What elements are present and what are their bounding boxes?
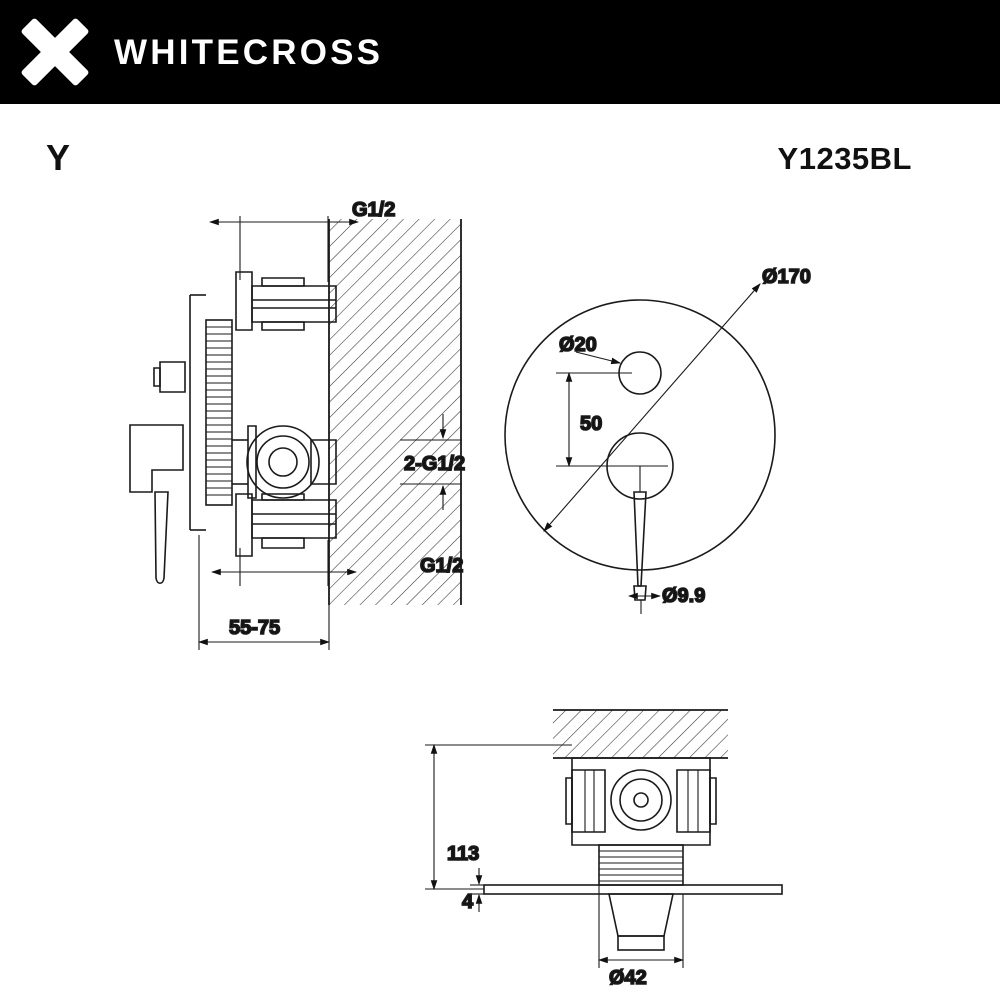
dimension-label-center-distance: 50 bbox=[580, 413, 603, 435]
dimension-label-g1-2-top: G1/2 bbox=[352, 199, 396, 221]
dimension-label-thread-diameter: Ø42 bbox=[609, 967, 647, 989]
dimension-label-2-g1-2: 2-G1/2 bbox=[404, 453, 466, 475]
dimension-label-depth-range: 55-75 bbox=[229, 617, 281, 639]
dimension-label-plate-thickness: 4 bbox=[462, 891, 474, 913]
dimension-label-body-height: 113 bbox=[447, 843, 480, 865]
series-label: Y bbox=[46, 137, 71, 178]
model-code: Y1235BL bbox=[777, 141, 912, 176]
front-face-view bbox=[505, 266, 811, 614]
top-section-view bbox=[425, 710, 782, 989]
dimension-label-g1-2-bottom: G1/2 bbox=[420, 555, 464, 577]
dimension-label-plate-diameter: Ø170 bbox=[762, 266, 811, 288]
dimension-label-lever-diameter: Ø9.9 bbox=[662, 585, 706, 607]
brand-name: WHITECROSS bbox=[114, 32, 384, 72]
side-section-view bbox=[130, 199, 465, 650]
dimension-label-knob-diameter: Ø20 bbox=[559, 334, 597, 356]
